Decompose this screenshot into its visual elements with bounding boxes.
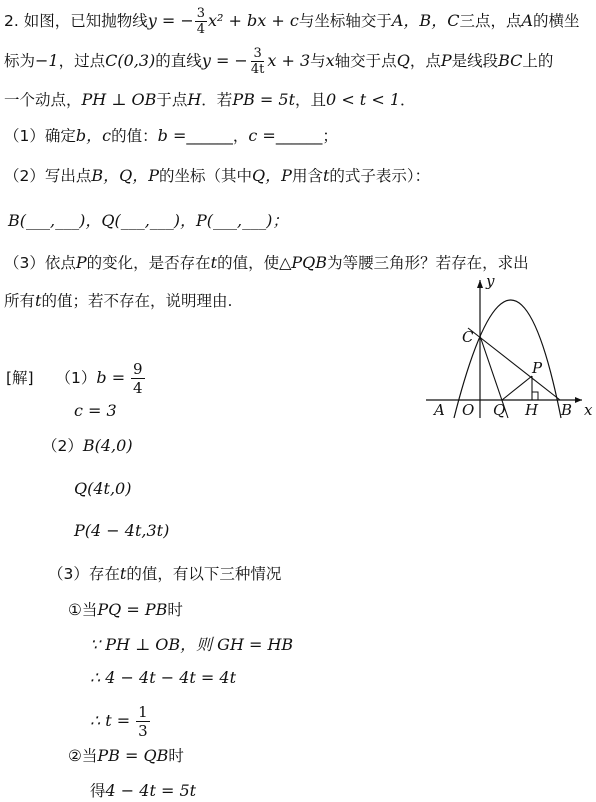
fraction xyxy=(136,703,150,740)
text: 一个动点， xyxy=(4,91,82,109)
text: 所有 xyxy=(4,292,36,310)
math: B(4,0) xyxy=(82,436,133,455)
line-cb xyxy=(468,328,560,400)
text: 的坐标（其中 xyxy=(159,167,253,185)
solution-part-2-b xyxy=(42,435,133,457)
solution-q: Q(4t,0) xyxy=(74,479,132,498)
case-1 xyxy=(68,599,183,621)
question-2 xyxy=(4,165,430,187)
label-h: H xyxy=(525,401,539,419)
text: 为等腰三角形？若存在，求出 xyxy=(327,254,529,272)
text: 与 xyxy=(310,52,326,70)
math: A，B，C xyxy=(391,11,460,30)
segment-pq xyxy=(502,376,532,400)
text: ，过点 xyxy=(58,52,106,70)
text: 时 xyxy=(168,747,184,765)
text: 的值；若不存在，说明理由. xyxy=(41,292,233,310)
text: ②当 xyxy=(68,747,98,765)
text: ， xyxy=(232,127,249,145)
math: t xyxy=(322,166,330,185)
math: A xyxy=(521,11,534,30)
text: 的式子表示）： xyxy=(329,167,431,185)
text: 2. 如图，已知抛物线 xyxy=(4,12,148,30)
text: 的变化，是否存在 xyxy=(86,254,211,272)
solution-part-1 xyxy=(6,360,146,397)
text: 轴交于点 xyxy=(334,52,397,70)
label-o: O xyxy=(462,401,475,419)
case-2 xyxy=(68,745,184,767)
text: （2）写出点 xyxy=(4,167,92,185)
numerator: 9 xyxy=(133,360,143,378)
step-4 xyxy=(90,780,196,802)
answer-blank-b[interactable]: ______ xyxy=(186,127,233,145)
text: ①当 xyxy=(68,601,98,619)
math: C(0,3) xyxy=(105,51,156,70)
denominator: 3 xyxy=(138,722,148,740)
math: −1 xyxy=(35,51,59,70)
text: （1）确定 xyxy=(4,127,76,145)
math: 4 − 4t = 5t xyxy=(105,781,197,800)
math: P xyxy=(75,253,87,272)
fraction xyxy=(249,46,267,77)
y-axis-arrow xyxy=(477,280,483,288)
label-y: y xyxy=(486,272,495,290)
math: t xyxy=(210,253,218,272)
math: Q，P xyxy=(252,166,292,185)
math: △PQB xyxy=(279,253,328,272)
text: 与坐标轴交于 xyxy=(298,12,392,30)
numerator: 3 xyxy=(196,6,206,21)
math: c = xyxy=(248,126,276,145)
text: 上的 xyxy=(522,52,554,70)
label-c: C xyxy=(462,328,474,346)
math: Q xyxy=(396,51,410,70)
question-3-line-2 xyxy=(4,290,232,312)
text: 的横坐 xyxy=(533,12,580,30)
question-3-line-1 xyxy=(4,252,529,274)
math: P xyxy=(440,51,452,70)
math: PB = 5t xyxy=(232,90,296,109)
problem-line-1 xyxy=(4,6,580,37)
math: y = − xyxy=(147,11,194,30)
text: 是线段 xyxy=(451,52,499,70)
math: x² + bx + c xyxy=(208,11,299,30)
text: （1） xyxy=(55,369,97,387)
text: 的直线 xyxy=(155,52,202,70)
question-1 xyxy=(4,125,338,147)
label-p: P xyxy=(532,359,543,377)
math: x xyxy=(325,51,335,70)
math: b = xyxy=(157,126,187,145)
label-x: x xyxy=(584,401,593,419)
label-b: B xyxy=(561,401,573,419)
text: （3）依点 xyxy=(4,254,76,272)
problem-line-3 xyxy=(4,89,416,111)
x-axis-arrow xyxy=(575,397,582,403)
text: 的值，使 xyxy=(217,254,280,272)
math: x + 3 xyxy=(267,51,311,70)
math: BC xyxy=(498,51,523,70)
math: y = − xyxy=(201,51,248,70)
math: PB = QB xyxy=(97,746,169,765)
math: ∴ t = xyxy=(90,711,131,730)
text: 三点，点 xyxy=(459,12,522,30)
math: t xyxy=(119,564,127,583)
text: （2） xyxy=(42,437,83,455)
text: 的值，有以下三种情况 xyxy=(126,565,282,583)
text: （3）存在 xyxy=(48,565,120,583)
math: PH ⊥ OB xyxy=(81,90,157,109)
parabola-figure xyxy=(424,272,596,422)
numerator: 3 xyxy=(253,46,262,61)
math: 0 < t < 1 xyxy=(326,90,400,109)
label-q: Q xyxy=(493,401,506,419)
answer-blank-c[interactable]: ______ xyxy=(275,127,323,145)
denominator: 4 xyxy=(196,22,206,37)
text: ； xyxy=(322,127,338,145)
problem-line-2 xyxy=(4,46,553,77)
step-3 xyxy=(90,703,151,740)
math: t xyxy=(35,291,42,310)
math: H xyxy=(187,90,202,109)
numerator: 1 xyxy=(138,703,148,721)
solution-part-3-intro xyxy=(48,563,281,585)
text: ，且 xyxy=(295,91,327,109)
solution-p: P(4 − 4t,3t) xyxy=(74,521,170,540)
label-a: A xyxy=(434,401,445,419)
denominator: 4 xyxy=(133,379,143,397)
math: PQ = PB xyxy=(97,600,168,619)
question-2-answer-blanks[interactable]: B(___,___)，Q(___,___)，P(___,___)； xyxy=(8,211,289,230)
text: ． xyxy=(400,91,416,109)
right-angle-mark xyxy=(532,392,538,400)
text: 的值： xyxy=(111,127,158,145)
text: ，点 xyxy=(409,52,441,70)
text: 标为 xyxy=(4,52,36,70)
text: 得 xyxy=(90,782,106,800)
solution-label: [解] xyxy=(6,369,34,387)
denominator: 4t xyxy=(250,62,265,77)
math: b = xyxy=(96,368,126,387)
text: 于点 xyxy=(156,91,188,109)
text: 时 xyxy=(167,601,183,619)
text: ．若 xyxy=(201,91,233,109)
fraction xyxy=(131,360,145,397)
step-1: ∵ PH ⊥ OB，则 GH = HB xyxy=(90,635,294,654)
fraction xyxy=(195,6,207,37)
step-2: ∴ 4 − 4t − 4t = 4t xyxy=(90,668,237,687)
math: b，c xyxy=(75,126,112,145)
text: 用含 xyxy=(291,167,323,185)
solution-c: c = 3 xyxy=(74,401,117,420)
math: B，Q，P xyxy=(91,166,160,185)
